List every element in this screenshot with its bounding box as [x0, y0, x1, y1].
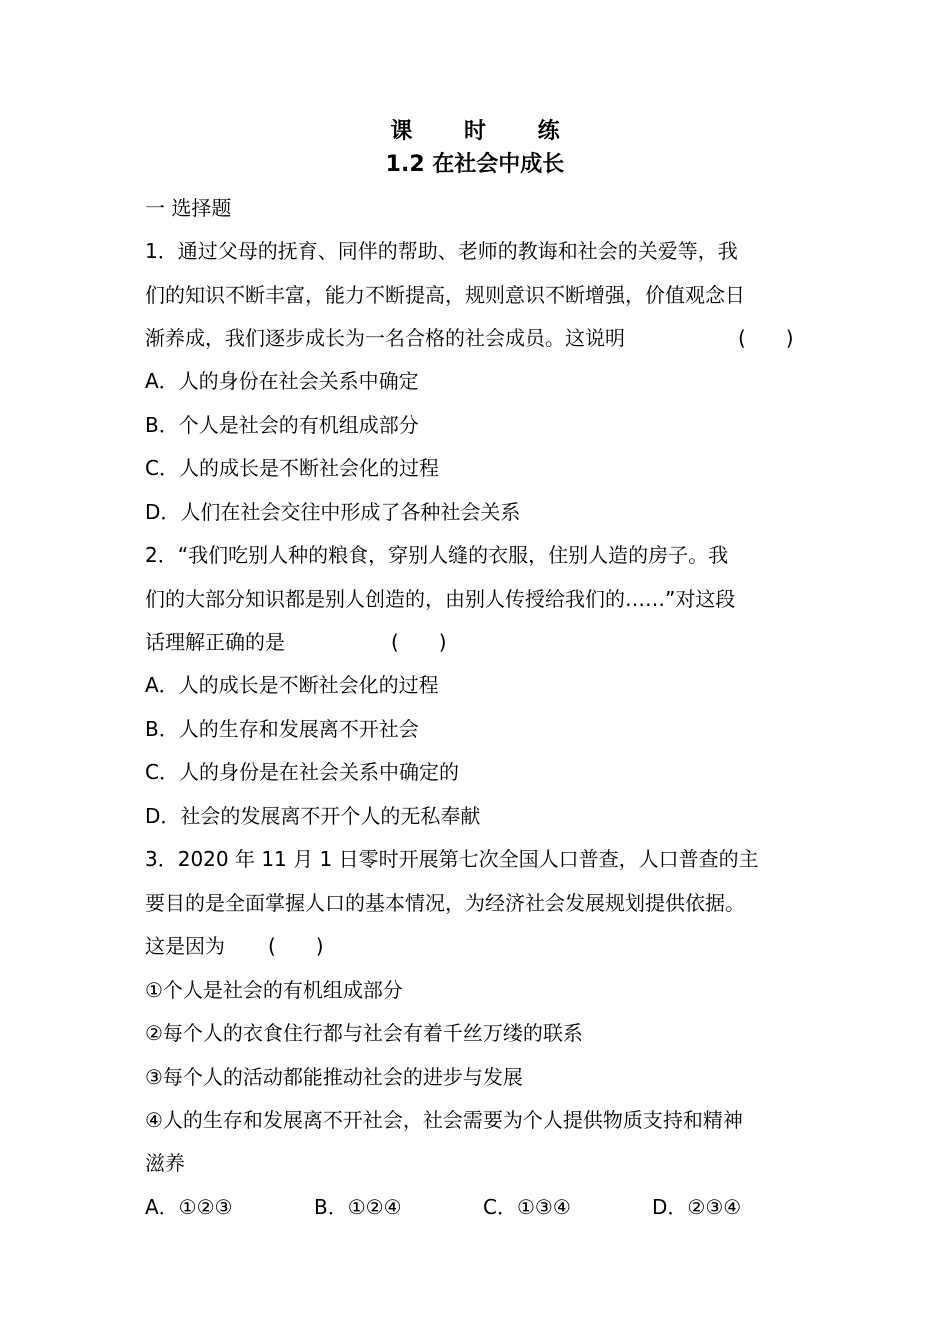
- q3-option-b: B．①②④: [314, 1195, 402, 1219]
- q2-line-2: 们的大部分知识都是别人创造的，由别人传授给我们的……”对这段: [145, 587, 736, 611]
- q1-option-b: B．个人是社会的有机组成部分: [145, 413, 419, 437]
- q3-item-4-cont: 滋养: [145, 1151, 185, 1175]
- q3-line-2: 要目的是全面掌握人口的基本情况，为经济社会发展规划提供依据。: [145, 891, 745, 915]
- q3-options: [145, 1193, 821, 1221]
- page-title: 课 时 练: [390, 119, 582, 144]
- section-heading: 一 选择题: [145, 196, 232, 220]
- q3-item-3: ③每个人的活动都能推动社会的进步与发展: [145, 1065, 523, 1089]
- q2-option-b: B．人的生存和发展离不开社会: [145, 717, 419, 741]
- q3-item-4: ④人的生存和发展离不开社会，社会需要为个人提供物质支持和精神: [145, 1108, 743, 1132]
- lesson-title: 1.2 在社会中成长: [385, 152, 565, 177]
- q2-answer-blank: ( ): [391, 630, 447, 654]
- q2-line-1: 2．“我们吃别人种的粮食，穿别人缝的衣服，住别人造的房子。我: [145, 543, 729, 567]
- q1-option-c: C．人的成长是不断社会化的过程: [145, 456, 439, 480]
- q3-option-a: A．①②③: [145, 1195, 233, 1219]
- q1-answer-blank: ( ): [738, 326, 794, 350]
- q2-option-a: A．人的成长是不断社会化的过程: [145, 673, 439, 697]
- q3-option-c: C．①③④: [483, 1195, 571, 1219]
- q1-option-d: D．人们在社会交往中形成了各种社会关系: [145, 500, 521, 524]
- q3-answer-blank: ( ): [268, 934, 324, 958]
- q1-line-2: 们的知识不断丰富，能力不断提高，规则意识不断增强，价值观念日: [145, 283, 745, 307]
- q1-line-1: 1．通过父母的抚育、同伴的帮助、老师的教诲和社会的关爱等，我: [145, 239, 738, 263]
- q1-option-a: A．人的身份在社会关系中确定: [145, 369, 419, 393]
- q3-line-1: 3．2020 年 11 月 1 日零时开展第七次全国人口普查，人口普查的主: [145, 847, 759, 871]
- q2-option-c: C．人的身份是在社会关系中确定的: [145, 760, 459, 784]
- q3-item-1: ①个人是社会的有机组成部分: [145, 978, 403, 1002]
- q3-item-2: ②每个人的衣食住行都与社会有着千丝万缕的联系: [145, 1021, 583, 1045]
- q2-line-3: 话理解正确的是: [145, 630, 285, 654]
- q3-line-3: 这是因为: [145, 934, 225, 958]
- q3-option-d: D．②③④: [652, 1195, 742, 1219]
- q2-option-d: D．社会的发展离不开个人的无私奉献: [145, 804, 481, 828]
- q1-line-3: 渐养成，我们逐步成长为一名合格的社会成员。这说明: [145, 326, 625, 350]
